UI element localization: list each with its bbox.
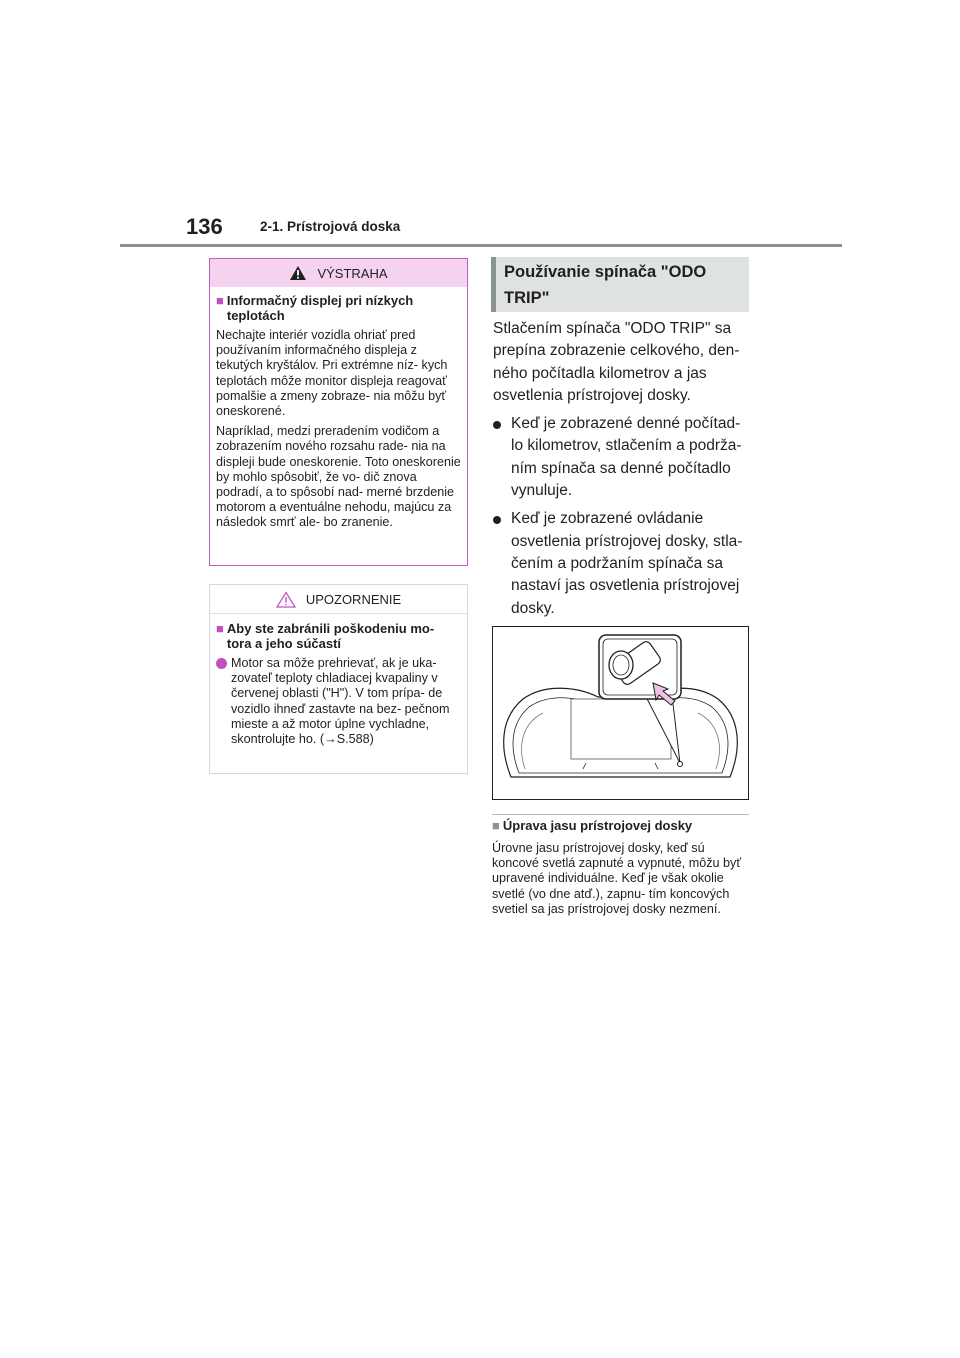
brightness-subheading-text: Úprava jasu prístrojovej dosky (502, 818, 693, 833)
page-number: 136 (186, 214, 223, 239)
brightness-subheading (492, 818, 750, 834)
instrument-cluster-figure (492, 626, 749, 800)
warning-box (209, 258, 468, 566)
instrument-cluster-illustration (493, 627, 748, 799)
list-item-text: Keď je zobrazené ovládanie osvetlenia prístrojovej dosky, stla- čením a podržaním spínača sa nastaví jas osvetlenia prístrojovej dosky. (511, 510, 743, 617)
warning-paragraph-2: Napríklad, medzi preradením vodičom a zobrazením nového rozsahu rade- nia na displeji bude oneskorenie. Toto oneskorenie by mohlo spôsobiť, že vo- dič znova podradí, a to spôsobí nad- merné brzdenie motorom a eventuálne nehodu, majúcu za následok smrť ale- bo zranenie. (216, 424, 461, 530)
list-item (493, 508, 751, 619)
notice-subheading-text: Aby ste zabránili poškodeniu mo- tora a jeho súčastí (226, 621, 435, 651)
round-bullet-icon (216, 658, 227, 669)
odo-trip-body (493, 318, 751, 620)
notice-subheading (216, 621, 461, 651)
list-item (493, 413, 751, 502)
warning-subheading (216, 293, 461, 323)
bullet-icon (493, 421, 501, 429)
notice-header (210, 585, 467, 614)
odo-intro: Stlačením spínača "ODO TRIP" sa prepína zobrazenie celkového, den- ného počítadla kilometrov a jas osvetlenia prístrojovej dosky. (493, 320, 740, 404)
notice-box (209, 584, 468, 774)
warning-subheading-text: Informačný displej pri nízkych teplotách (226, 293, 414, 323)
square-bullet-icon: ■ (492, 818, 500, 833)
notice-item (216, 656, 461, 747)
odo-trip-heading: Používanie spínača "ODO TRIP" (491, 257, 749, 312)
header-rule (120, 244, 842, 247)
square-bullet-icon: ■ (216, 293, 224, 308)
notice-label: UPOZORNENIE (305, 591, 402, 607)
warning-triangle-icon (289, 265, 307, 281)
bullet-icon (493, 516, 501, 524)
warning-label: VÝSTRAHA (317, 265, 388, 281)
notice-item-text: Motor sa môže prehrievať, ak je uka- zovateľ teploty chladiacej kvapaliny v červenej oblasti ("H"). V tom prípa- de vozidlo ihneď zastavte na bez- pečnom mieste a až motor úplne vychladne, skontrolujte ho. (→S.588) (231, 656, 450, 747)
brightness-paragraph: Úrovne jasu prístrojovej dosky, keď sú koncové svetlá zapnuté a vypnuté, môžu byť upravené individuálne. Keď je však okolie svetlé (vo dne atď.), zapnu- tím koncových svetiel sa jas prístrojovej dosky nezmení. (492, 841, 742, 916)
square-bullet-icon: ■ (216, 621, 224, 636)
warning-header (210, 259, 467, 287)
warning-paragraph-1: Nechajte interiér vozidla ohriať pred používaním informačného displeja z tekutých kryštálov. Pri extrémne níz- kych teplotách môže monitor displeja reagovať pomalšie a zmeny zobraze- nia môžu byť oneskorené. (216, 328, 448, 419)
section-title: 2-1. Prístrojová doska (260, 219, 401, 234)
divider (492, 814, 749, 815)
list-item-text: Keď je zobrazené denné počítad- lo kilometrov, stlačením a podrža- ním spínača sa denné počítadlo vynuluje. (511, 415, 742, 500)
caution-triangle-icon (276, 591, 296, 608)
